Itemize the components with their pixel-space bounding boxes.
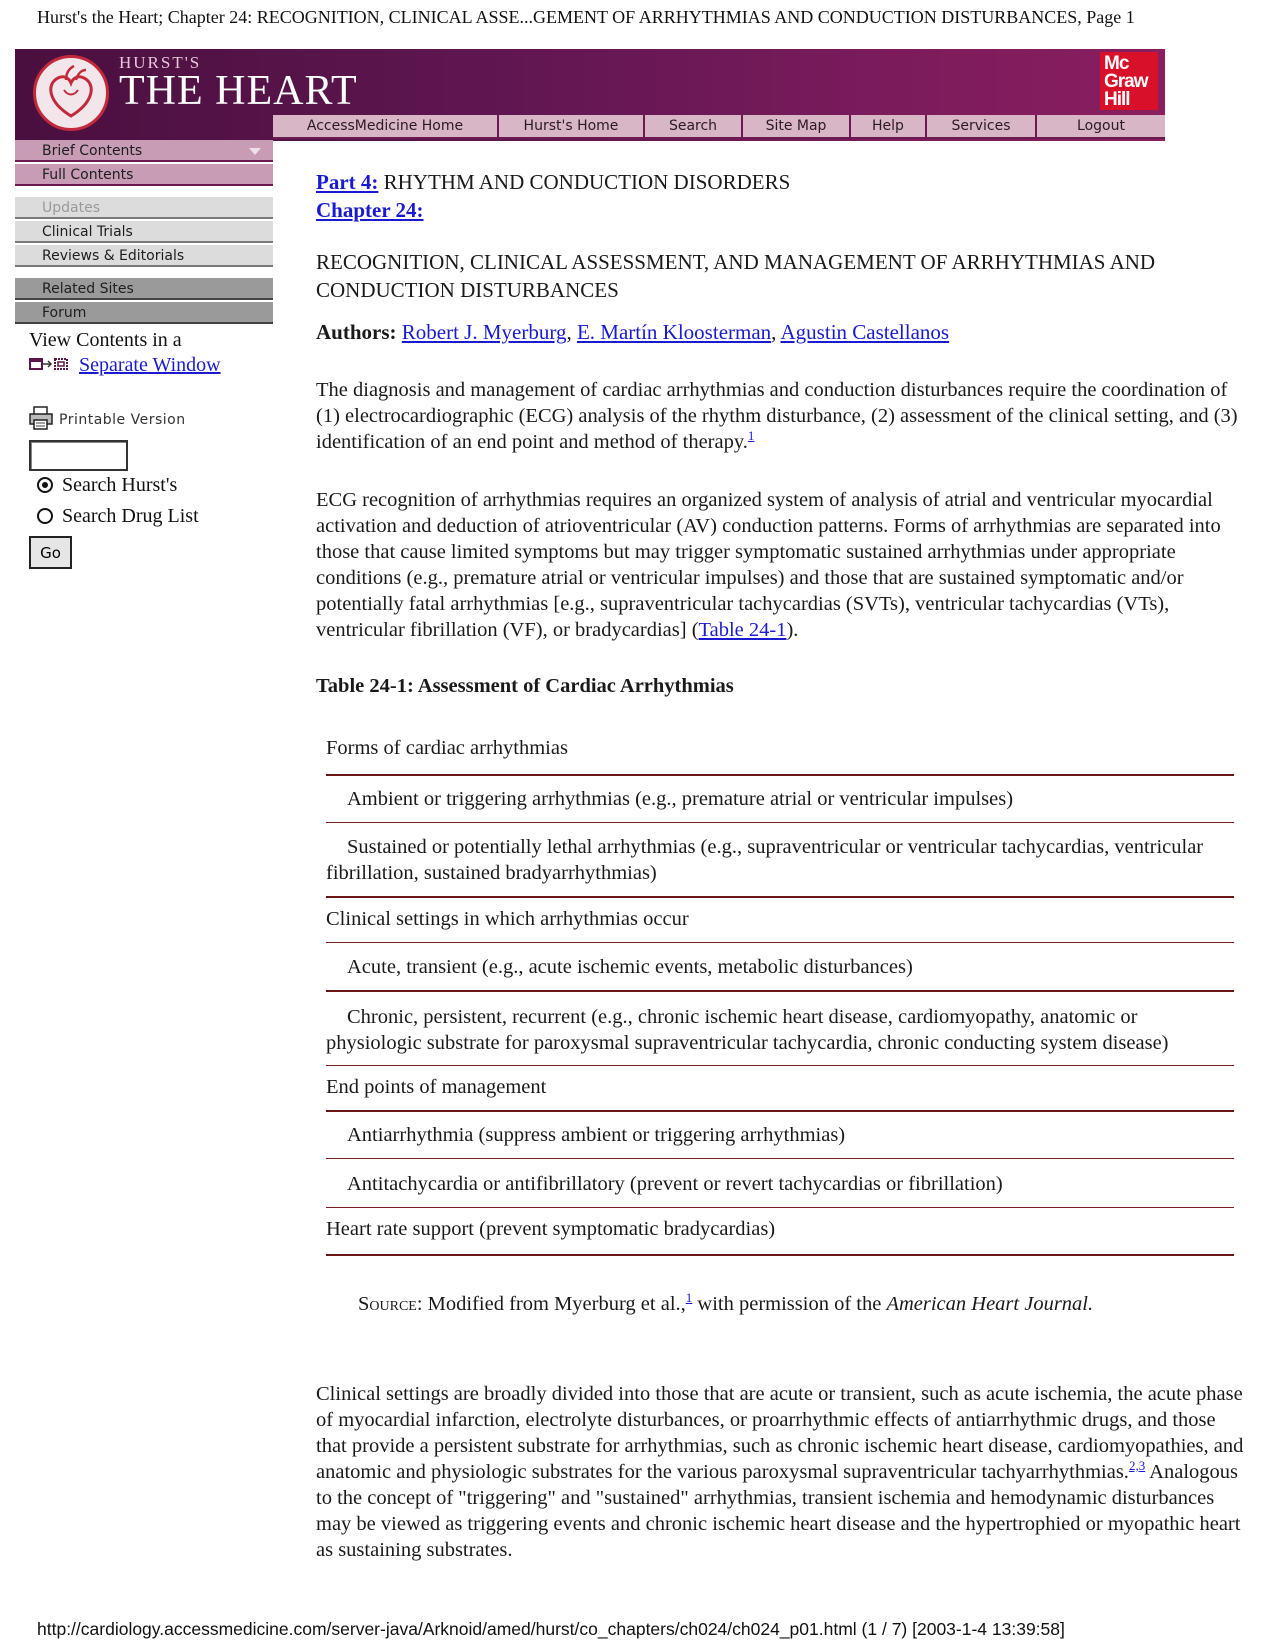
table-row-group: Forms of cardiac arrhythmias <box>326 737 568 759</box>
paragraph-text: Analogous to the concept of "triggering" and "sustained" arrhythmias, transient ischemia and hemodynamic disturbances may be viewed as triggering events and chronic ischemic heart disease and the hypertrophied or myopathic heart as sustaining substrates. <box>316 1461 1241 1561</box>
paragraph-text: ). <box>786 619 799 641</box>
nav-logout[interactable]: Logout <box>1077 118 1125 134</box>
table-row-group: Clinical settings in which arrhythmias occur <box>326 908 689 930</box>
nav-search[interactable]: Search <box>645 115 743 137</box>
table-row: Acute, transient (e.g., acute ischemic events, metabolic disturbances) <box>347 956 913 978</box>
source-journal: American Heart Journal. <box>886 1293 1094 1315</box>
new-window-icon[interactable] <box>29 355 75 378</box>
print-footer-url: http://cardiology.accessmedicine.com/server-java/Arknoid/amed/hurst/co_chapters/ch024/ch024_p01.html (1 / 7) [2003-1-4 13:39:58] <box>37 1619 1065 1639</box>
search-input[interactable] <box>29 440 128 471</box>
radio-label: Search Hurst's <box>62 474 178 496</box>
source-text: with permission of the <box>692 1293 887 1315</box>
radio-search-drug-list[interactable] <box>37 508 53 524</box>
part-heading <box>316 168 1246 196</box>
reference-link[interactable]: 2,3 <box>1128 1458 1146 1474</box>
sidebar-item-label: Clinical Trials <box>42 224 133 240</box>
table-divider <box>326 1254 1234 1256</box>
source-label: Source <box>358 1293 417 1315</box>
chapter-title-line-1: RECOGNITION, CLINICAL ASSESSMENT, AND MANAGEMENT OF ARRHYTHMIAS AND <box>316 250 1156 274</box>
table-divider <box>326 990 1234 992</box>
sidebar-item-label: Forum <box>42 305 87 321</box>
sidebar-item-label: Updates <box>42 200 100 216</box>
paragraph-clinical-settings <box>316 1381 1246 1563</box>
sidebar-item-related-sites[interactable] <box>15 278 273 300</box>
author-link-myerburg[interactable]: Robert J. Myerburg <box>401 320 567 344</box>
table-row: Antitachycardia or antifibrillatory (prevent or revert tachycardias or fibrillation) <box>347 1173 1003 1195</box>
sidebar-item-brief-contents[interactable] <box>15 140 273 162</box>
chapter-title <box>316 248 1246 304</box>
sidebar-item-updates <box>15 197 273 219</box>
table-divider <box>326 1110 1234 1112</box>
part-title: RHYTHM AND CONDUCTION DISORDERS <box>383 170 791 194</box>
view-contents-text: View Contents in a <box>29 329 182 351</box>
sidebar-item-clinical-trials[interactable] <box>15 221 273 243</box>
table-row: Ambient or triggering arrhythmias (e.g., premature atrial or ventricular impulses) <box>347 788 1014 810</box>
table-row: Antiarrhythmia (suppress ambient or triggering arrhythmias) <box>347 1124 846 1146</box>
reference-link[interactable]: 1 <box>685 1290 693 1306</box>
sidebar-item-forum[interactable] <box>15 302 273 324</box>
nav-hursts-home[interactable]: Hurst's Home <box>499 115 645 137</box>
author-link-castellanos[interactable]: Agustin Castellanos <box>780 320 950 344</box>
paragraph-text: Clinical settings are broadly divided into those that are acute or transient, such as acute ischemia, the acute phase of myocardial infarction, electrolyte disturbances, or proarrhythmic effects of antiarrhythmic drugs, and those that provide a persistent substrate for arrhythmias, such as chronic ischemic heart disease, cardiomyopathies, and anatomic and physiologic substrates for the various paroxysmal supraventricular tachyarrhythmias. <box>316 1383 1244 1483</box>
radio-search-drug-row[interactable] <box>37 505 199 528</box>
heart-logo-icon[interactable] <box>33 55 109 131</box>
mcgraw-hill-logo[interactable]: Mc Graw Hill <box>1100 52 1158 110</box>
author-link-kloosterman[interactable]: E. Martín Kloosterman <box>576 320 772 344</box>
nav-site-map[interactable]: Site Map <box>743 115 851 137</box>
part-link[interactable]: Part 4: <box>316 170 379 194</box>
table-row-group: Heart rate support (prevent symptomatic bradycardias) <box>326 1218 776 1240</box>
chapter-title-line-2: CONDUCTION DISTURBANCES <box>316 278 619 302</box>
table-row: Sustained or potentially lethal arrhythmias (e.g., supraventricular or ventricular tachycardias, ventricular fibrillation, sustained bradyarrhythmias) <box>326 836 1204 884</box>
sidebar-item-label: Brief Contents <box>42 143 143 159</box>
table-divider <box>326 822 1234 823</box>
table-divider <box>326 942 1234 943</box>
source-text: : Modified from Myerburg et al., <box>416 1293 686 1315</box>
go-button[interactable]: Go <box>29 536 72 569</box>
table-row-group: End points of management <box>326 1076 547 1098</box>
paragraph-text: ECG recognition of arrhythmias requires an organized system of analysis of atrial and ventricular myocardial activation and deduction of atrioventricular (AV) conduction patterns. Forms of arrhythmias are separated into those that cause limited symptoms but may trigger symptomatic sustained arrhythmias under appropriate conditions (e.g., premature atrial or ventricular impulses) and those that are sustained symptomatic and/or potentially fatal arrhythmias [e.g., supraventricular tachycardias (SVTs), ventricular tachycardias (VTs), ventricular fibrillation (VF), or bradycardias] ( <box>316 489 1221 641</box>
chevron-down-icon[interactable] <box>249 148 261 155</box>
nav-accessmedicine-home[interactable]: AccessMedicine Home <box>273 115 499 137</box>
radio-label: Search Drug List <box>62 505 199 527</box>
radio-search-hursts-row[interactable] <box>37 474 177 497</box>
table-divider <box>326 1065 1234 1066</box>
paragraph-intro <box>316 377 1246 455</box>
reference-link[interactable]: 1 <box>747 428 755 444</box>
sidebar-item-label: Related Sites <box>42 281 134 297</box>
table-divider <box>326 1207 1234 1208</box>
chapter-link[interactable]: Chapter 24: <box>316 198 424 222</box>
paragraph-text: The diagnosis and management of cardiac arrhythmias and conduction disturbances require the coordination of (1) electrocardiographic (ECG) analysis of the rhythm disturbance, (2) assessment of the clinical setting, and (3) identification of an end point and method of therapy. <box>316 379 1238 453</box>
sidebar-item-label: Full Contents <box>42 167 134 183</box>
printable-version-link[interactable]: Printable Version <box>59 412 186 428</box>
radio-search-hursts[interactable] <box>37 477 53 493</box>
paragraph-ecg-recognition <box>316 487 1246 643</box>
table-title: Table 24-1: Assessment of Cardiac Arrhythmias <box>316 675 734 697</box>
table-divider <box>326 774 1234 776</box>
top-navigation <box>273 115 1165 139</box>
printer-icon[interactable] <box>28 405 54 436</box>
sidebar-item-reviews-editorials[interactable] <box>15 245 273 267</box>
sidebar-item-label: Reviews & Editorials <box>42 248 185 264</box>
brand-subtitle: HURST'S <box>119 53 202 72</box>
table-divider <box>326 896 1234 898</box>
table-row: Chronic, persistent, recurrent (e.g., chronic ischemic heart disease, cardiomyopathy, anatomic or physiologic substrate for paroxysmal supraventricular tachycardia, chronic conducting system disease) <box>326 1006 1169 1054</box>
nav-services[interactable]: Services <box>927 115 1037 137</box>
nav-help[interactable]: Help <box>851 115 927 137</box>
authors-line: Authors: Robert J. Myerburg, E. Martín Kloosterman, Agustin Castellanos <box>316 320 950 344</box>
authors-label: Authors: <box>316 320 397 344</box>
chapter-heading <box>316 196 1246 224</box>
brand-title[interactable]: THE HEART <box>119 68 358 114</box>
separate-window-row <box>29 354 221 378</box>
table-divider <box>326 1158 1234 1159</box>
table-source-note <box>358 1291 1238 1317</box>
table-24-1-link[interactable]: Table 24-1 <box>698 619 787 641</box>
separate-window-link[interactable]: Separate Window <box>79 354 221 376</box>
print-header: Hurst's the Heart; Chapter 24: RECOGNITION, CLINICAL ASSE...GEMENT OF ARRHYTHMIAS AND CONDUCTION DISTURBANCES, Page 1 <box>37 7 1135 27</box>
sidebar-item-full-contents[interactable] <box>15 164 273 186</box>
